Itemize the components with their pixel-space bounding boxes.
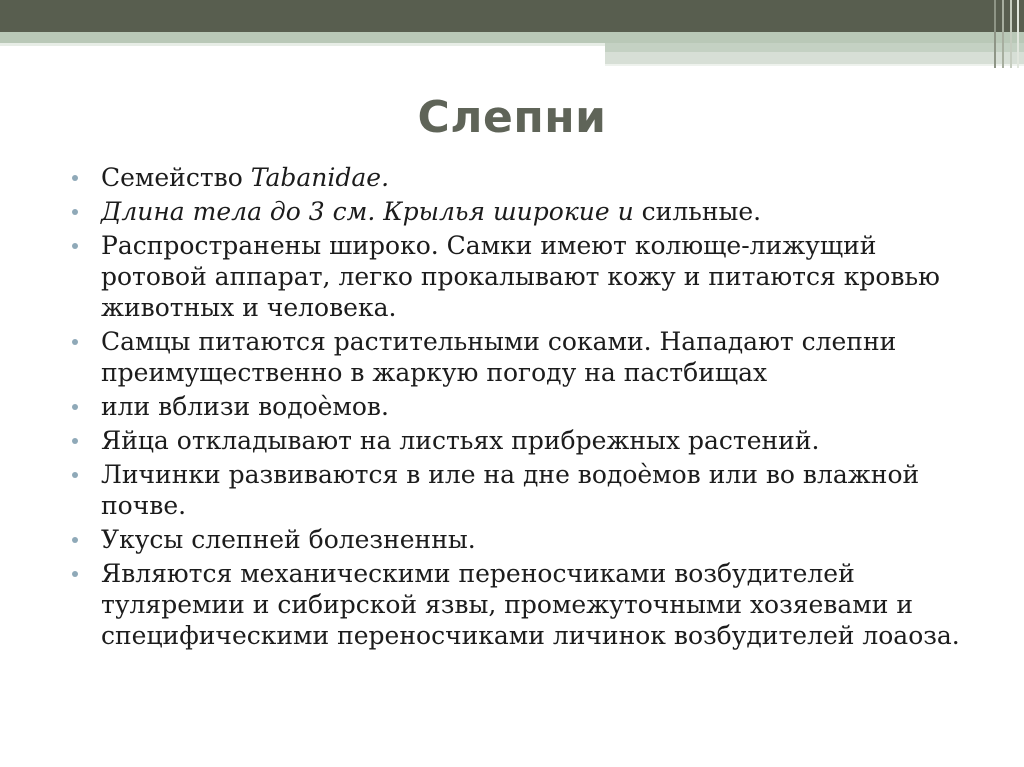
bullet-item [72, 524, 972, 555]
bullet-dot-icon [72, 339, 78, 345]
decor-vertical-line [1002, 0, 1004, 68]
bullet-dot-icon [72, 571, 78, 577]
header-notch-line [605, 64, 1024, 66]
bullet-dot-icon [72, 472, 78, 478]
bullet-list [72, 162, 972, 654]
decor-vertical-line [1010, 0, 1012, 68]
bullet-dot-icon [72, 175, 78, 181]
bullet-item [72, 425, 972, 456]
bullet-item [72, 230, 972, 323]
bullet-text: или вблизи водоѐмов. [101, 392, 389, 421]
bullet-dot-icon [72, 209, 78, 215]
bullet-text: Являются механическими переносчиками возбудителей туляремии и сибирской язвы, промежуточными хозяевами и специфическими переносчиками личинок возбудителей лоаоза. [101, 559, 960, 650]
bullet-dot-icon [72, 537, 78, 543]
bullet-text: Семейство [101, 163, 251, 192]
bullet-text: Распространены широко. Самки имеют колюще-лижущий ротовой аппарат, легко прокалывают кожу и питаются кровью животных и человека. [101, 231, 940, 322]
bullet-dot-icon [72, 404, 78, 410]
bullet-text: Длина тела до 3 см. Крылья широкие и [101, 197, 642, 226]
bullet-text: Яйца откладывают на листьях прибрежных растений. [101, 426, 820, 455]
slide-title: Слепни [417, 92, 607, 143]
bullet-text: Личинки развиваются в иле на дне водоѐмов или во влажной почве. [101, 460, 920, 520]
bullet-item [72, 558, 972, 651]
decor-vertical-line [994, 0, 996, 68]
bullet-item [72, 459, 972, 521]
bullet-dot-icon [72, 438, 78, 444]
header-notch-light [605, 43, 1024, 52]
header-band-dark [0, 0, 1024, 32]
bullet-text: Tabanidae. [250, 163, 390, 192]
decor-vertical-line [1017, 0, 1019, 68]
bullet-text: Самцы питаются растительными соками. Нападают слепни преимущественно в жаркую погоду на пастбищах [101, 327, 897, 387]
header-band-light [0, 32, 1024, 43]
header-notch-dark [605, 52, 1024, 64]
bullet-text: Укусы слепней болезненны. [101, 525, 476, 554]
bullet-item [72, 391, 972, 422]
bullet-item [72, 326, 972, 388]
bullet-item [72, 196, 972, 227]
bullet-dot-icon [72, 243, 78, 249]
bullet-item [72, 162, 972, 193]
bullet-text: сильные. [641, 197, 762, 226]
